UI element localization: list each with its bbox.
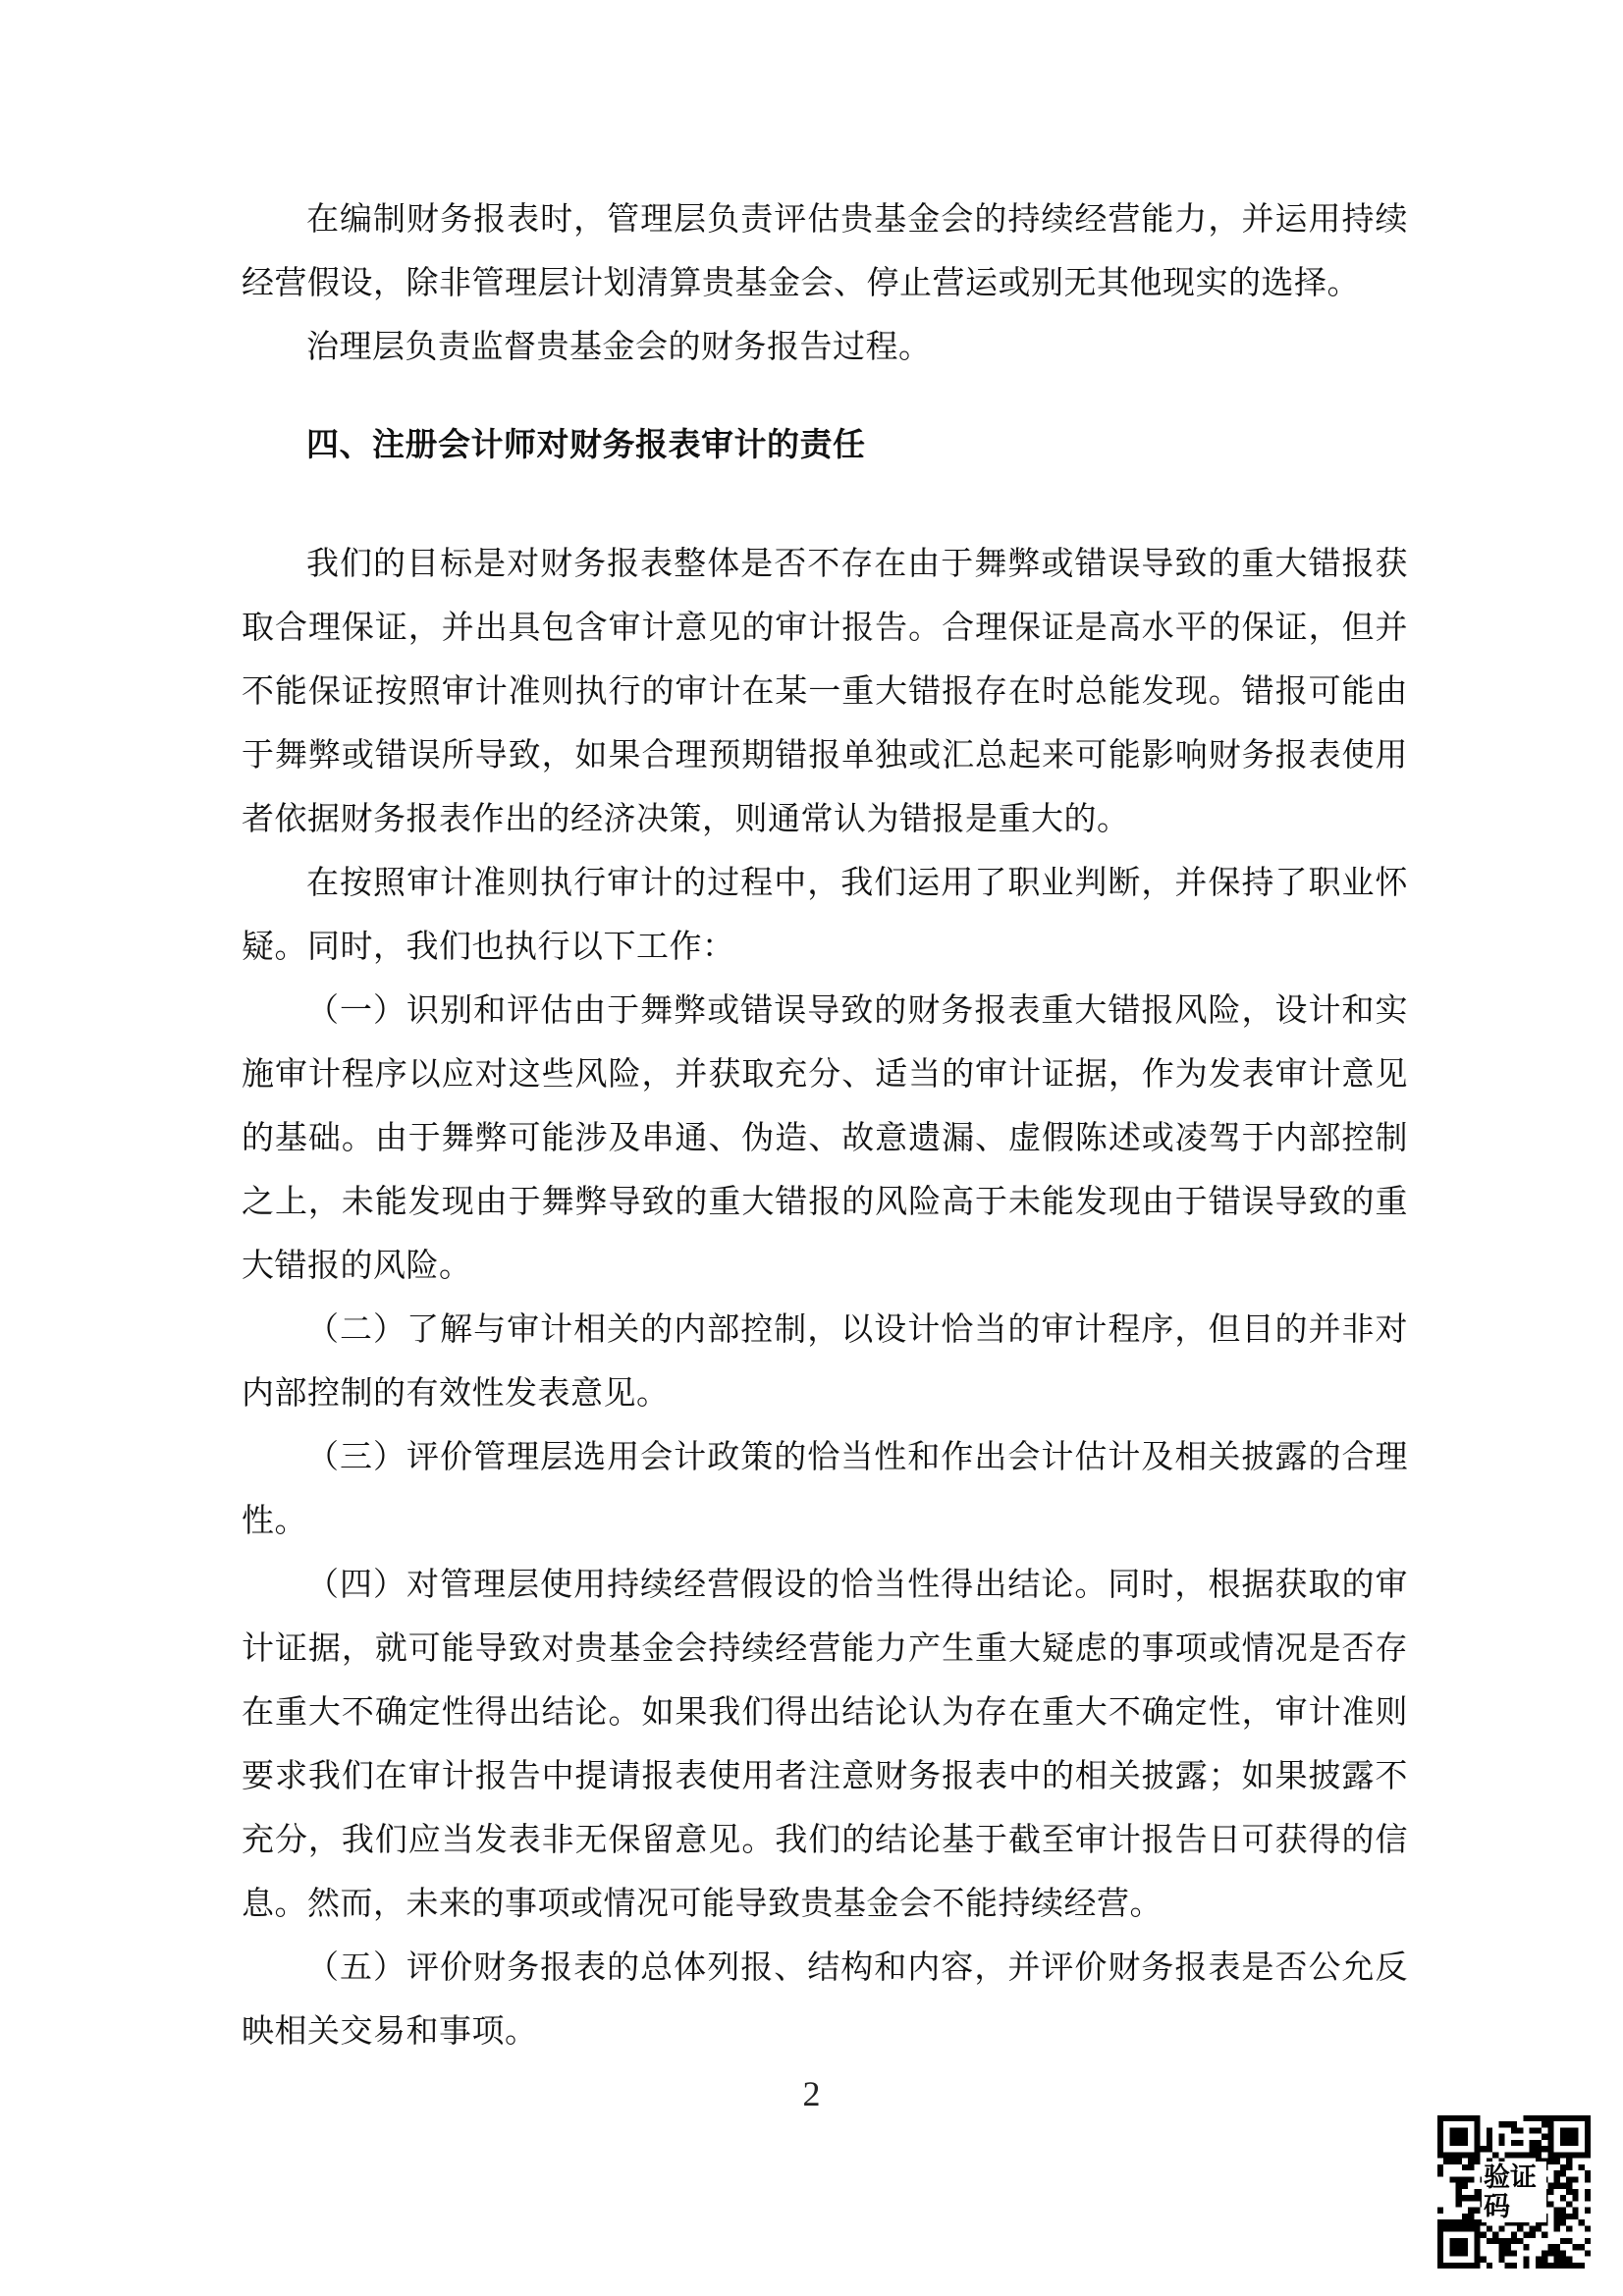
qr-code-icon bbox=[1437, 2115, 1591, 2269]
paragraph: 在按照审计准则执行审计的过程中，我们运用了职业判断，并保持了职业怀疑。同时，我们也执行以下工作： bbox=[242, 864, 1408, 964]
page-number: 2 bbox=[802, 2074, 821, 2113]
paragraph: （一）识别和评估由于舞弊或错误导致的财务报表重大错报风险，设计和实施审计程序以应对这些风险，并获取充分、适当的审计证据，作为发表审计意见的基础。由于舞弊可能涉及串通、伪造、故意遗漏、虚假陈述或凌驾于内部控制之上，未能发现由于舞弊导致的重大错报的风险高于未能发现由于错误导致的重大错报的风险。 bbox=[242, 991, 1408, 1283]
paragraph: （五）评价财务报表的总体列报、结构和内容，并评价财务报表是否公允反映相关交易和事项。 bbox=[242, 1949, 1408, 2049]
section-heading: 四、注册会计师对财务报表审计的责任 bbox=[306, 426, 866, 462]
paragraph: （二）了解与审计相关的内部控制，以设计恰当的审计程序，但目的并非对内部控制的有效性发表意见。 bbox=[242, 1310, 1408, 1411]
paragraph: （三）评价管理层选用会计政策的恰当性和作出会计估计及相关披露的合理性。 bbox=[242, 1438, 1408, 1538]
body-text bbox=[242, 187, 1408, 2062]
paragraph: 我们的目标是对财务报表整体是否不存在由于舞弊或错误导致的重大错报获取合理保证，并出具包含审计意见的审计报告。合理保证是高水平的保证，但并不能保证按照审计准则执行的审计在某一重大错报存在时总能发现。错报可能由于舞弊或错误所导致，如果合理预期错报单独或汇总起来可能影响财务报表使用者依据财务报表作出的经济决策，则通常认为错报是重大的。 bbox=[242, 545, 1408, 836]
paragraph: （四）对管理层使用持续经营假设的恰当性得出结论。同时，根据获取的审计证据，就可能导致对贵基金会持续经营能力产生重大疑虑的事项或情况是否存在重大不确定性得出结论。如果我们得出结论认为存在重大不确定性，审计准则要求我们在审计报告中提请报表使用者注意财务报表中的相关披露；如果披露不充分，我们应当发表非无保留意见。我们的结论基于截至审计报告日可获得的信息。然而，未来的事项或情况可能导致贵基金会不能持续经营。 bbox=[242, 1566, 1408, 1921]
paragraph: 在编制财务报表时，管理层负责评估贵基金会的持续经营能力，并运用持续经营假设，除非管理层计划清算贵基金会、停止营运或别无其他现实的选择。 bbox=[242, 200, 1408, 300]
qr-label: 验证码 bbox=[1482, 2162, 1546, 2222]
paragraph: 治理层负责监督贵基金会的财务报告过程。 bbox=[306, 328, 932, 364]
